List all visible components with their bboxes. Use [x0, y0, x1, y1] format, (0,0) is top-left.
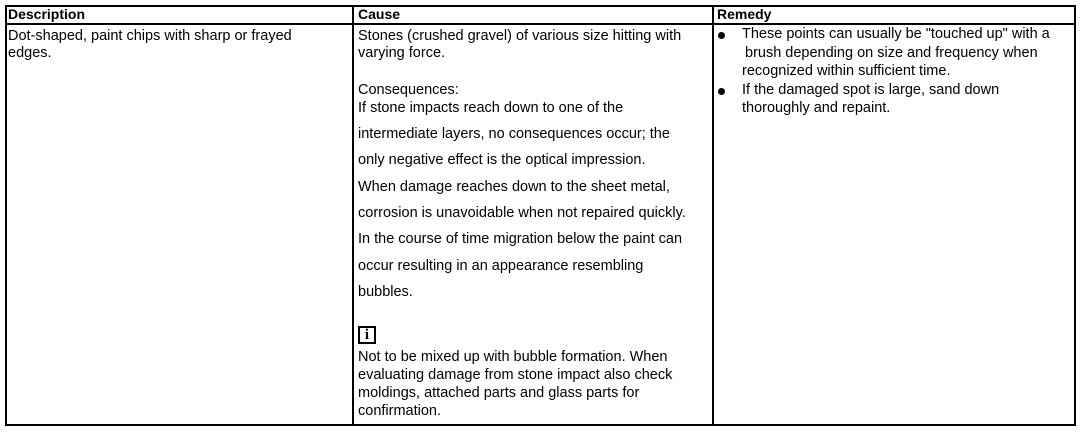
consequences-line: In the course of time migration below the paint can [358, 231, 683, 247]
header-description: Description [8, 6, 86, 22]
remedy-item-line: These points can usually be "touched up" with a [742, 26, 1050, 42]
bullet-icon [718, 32, 725, 39]
description-line: edges. [8, 45, 52, 61]
remedy-item-line: If the damaged spot is large, sand down [742, 82, 1000, 98]
consequences-line: only negative effect is the optical impression. [358, 152, 646, 168]
bullet-icon [718, 88, 725, 95]
note-line: evaluating damage from stone impact also check [358, 367, 673, 383]
header-remedy: Remedy [717, 6, 772, 22]
remedy-item-line: recognized within sufficient time. [742, 63, 951, 79]
column-divider-cause [352, 5, 354, 426]
consequences-line: corrosion is unavoidable when not repaired quickly. [358, 205, 686, 221]
info-icon: i [358, 326, 376, 344]
remedy-item-line: brush depending on size and frequency when [745, 45, 1038, 61]
description-line: Dot-shaped, paint chips with sharp or frayed [8, 28, 292, 44]
consequences-line: When damage reaches down to the sheet metal, [358, 179, 670, 195]
cause-intro-line: Stones (crushed gravel) of various size hitting with [358, 28, 682, 44]
consequences-line: occur resulting in an appearance resembling [358, 258, 644, 274]
remedy-item-line: thoroughly and repaint. [742, 100, 891, 116]
header-cause: Cause [358, 6, 401, 22]
consequences-line: bubbles. [358, 284, 413, 300]
note-line: moldings, attached parts and glass parts for [358, 385, 640, 401]
consequences-line: If stone impacts reach down to one of the [358, 100, 624, 116]
note-line: Not to be mixed up with bubble formation. When [358, 349, 668, 365]
consequences-line: intermediate layers, no consequences occur; the [358, 126, 670, 142]
header-divider [5, 23, 1076, 25]
consequences-heading: Consequences: [358, 82, 459, 98]
column-divider-remedy [712, 5, 714, 426]
cause-intro-line: varying force. [358, 45, 446, 61]
note-line: confirmation. [358, 403, 442, 419]
